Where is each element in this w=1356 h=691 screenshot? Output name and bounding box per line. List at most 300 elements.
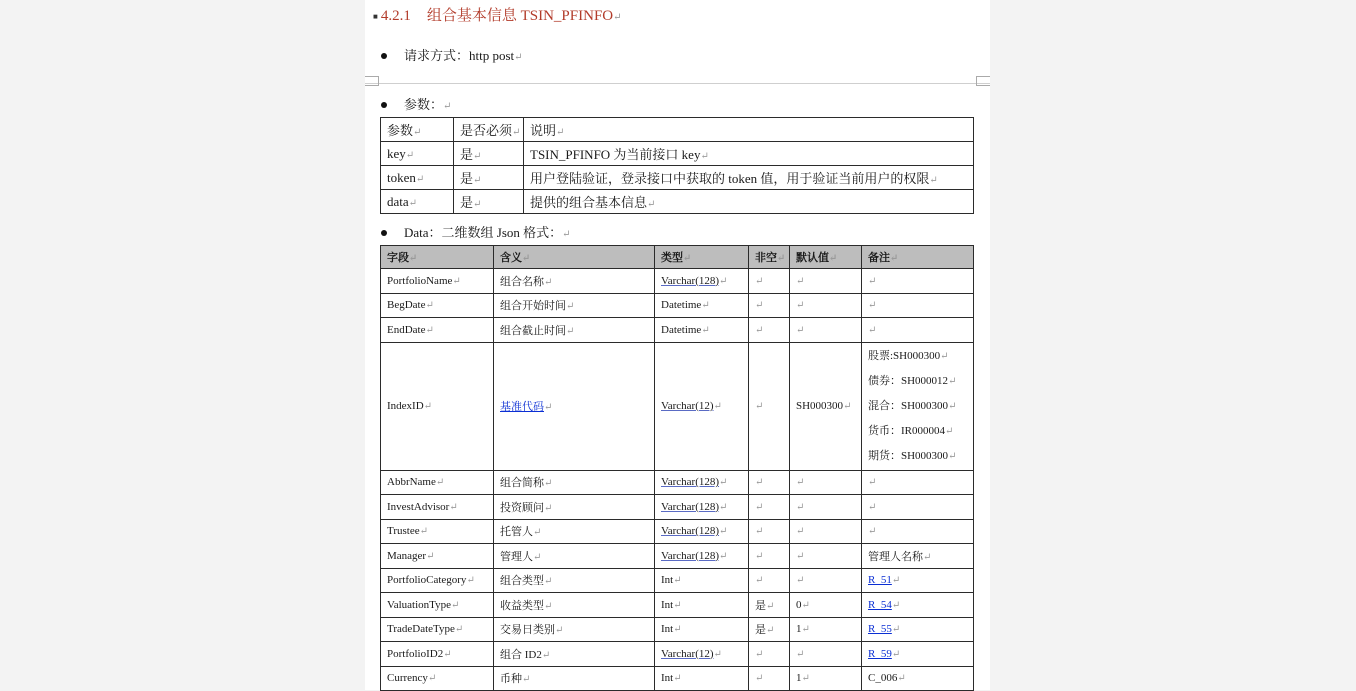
field-meaning [494,617,655,642]
field-name [381,519,494,544]
field-remark-text: C_006 [868,672,898,685]
field-meaning-text: 交易日类别 [500,624,555,637]
remark-line [868,344,973,369]
paragraph-mark-icon: ↵ [466,575,475,587]
paragraph-mark-icon: ↵ [522,253,531,264]
param-name-text: 参数 [387,123,414,138]
field-name [381,495,494,520]
paragraph-mark-icon: ↵ [683,253,692,264]
field-default-text: 0 [796,598,802,611]
param-required [454,166,524,190]
param-desc-text: TSIN_PFINFO 为当前接口 key [530,147,701,162]
column-header-text: 备注 [868,252,890,264]
field-name-text: BegDate [387,299,426,312]
paragraph-mark-icon: ↵ [719,501,728,513]
remark-line-text: 债券：SH000012 [868,374,949,387]
table-row [381,544,974,569]
paragraph-mark-icon: ↵ [544,600,553,612]
paragraph-mark-icon: ↵ [755,575,764,587]
paragraph-mark-icon: ↵ [713,401,722,412]
field-remark [862,470,974,495]
paragraph-mark-icon: ↵ [766,600,775,612]
field-nonnull [749,544,790,569]
field-type [655,642,749,667]
paragraph-mark-icon: ↵ [473,175,482,186]
field-meaning-text: 组合开始时间 [500,300,566,313]
field-default [790,318,862,343]
field-meaning-text: 组合名称 [500,275,544,288]
paragraph-mark-icon: ↵ [426,550,435,562]
field-default [790,495,862,520]
paragraph-mark-icon: ↵ [719,550,728,562]
page-break-left-corner [365,76,379,86]
remark-line [868,419,973,444]
field-name-text: EndDate [387,323,426,336]
table-row [381,293,974,318]
table-row [381,342,974,470]
field-type [655,342,749,470]
paragraph-mark-icon: ↵ [701,324,710,336]
table-row [381,269,974,294]
paragraph-mark-icon: ↵ [566,325,575,337]
paragraph-mark-icon: ↵ [801,673,810,685]
field-type [655,293,749,318]
paragraph-mark-icon: ↵ [755,526,764,538]
table-row [381,470,974,495]
field-default [790,544,862,569]
param-desc [524,118,974,142]
field-remark [862,544,974,569]
field-name [381,470,494,495]
field-default [790,470,862,495]
field-default [790,269,862,294]
column-header-text: 默认值 [796,252,829,264]
column-header [655,246,749,269]
paragraph-mark-icon: ↵ [868,477,877,489]
field-name-text: PortfolioCategory [387,574,467,587]
fields-table [380,245,974,691]
field-type [655,593,749,618]
paragraph-mark-icon: ↵ [673,624,682,636]
paragraph-mark-icon: ↵ [443,101,452,112]
field-meaning-text: 组合 ID2 [500,648,542,661]
paragraph-mark-icon: ↵ [755,550,764,562]
field-nonnull [749,568,790,593]
param-required [454,118,524,142]
field-type-text: Int [661,623,674,636]
field-name-text: Trustee [387,525,420,538]
paragraph-mark-icon: ↵ [891,648,901,660]
data-format-label: Data：二维数组 Json 格式： [404,225,563,240]
field-name-text: PortfolioName [387,274,453,287]
paragraph-mark-icon: ↵ [755,324,764,336]
field-type-text: Varchar(128) [661,549,720,562]
paragraph-mark-icon: ↵ [890,253,899,264]
paragraph-mark-icon: ↵ [755,648,764,660]
paragraph-mark-icon: ↵ [514,52,523,63]
document-page [365,0,990,690]
paragraph-mark-icon: ↵ [891,575,901,587]
column-header [749,246,790,269]
paragraph-mark-icon: ↵ [673,673,682,685]
field-remark-text: 管理人名称 [868,550,923,563]
section-number: 4.2.1 [380,8,411,24]
field-name [381,342,494,470]
field-meaning [494,568,655,593]
table-row [381,568,974,593]
field-type-text: Int [661,672,674,685]
field-name [381,593,494,618]
request-method-label: 请求方式： [404,48,470,63]
paragraph-mark-icon: ↵ [473,151,482,162]
field-default-text: 1 [796,672,802,685]
params-header-row [381,118,974,142]
field-meaning [494,544,655,569]
params-row [381,142,974,166]
field-name-text: InvestAdvisor [387,500,450,513]
param-required [454,142,524,166]
paragraph-mark-icon: ↵ [777,253,786,264]
param-required-text: 是 [460,147,474,162]
remark-line-text: 股票:SH000300 [868,349,941,362]
paragraph-mark-icon: ↵ [755,673,764,685]
paragraph-mark-icon: ↵ [408,197,418,209]
paragraph-mark-icon: ↵ [766,625,775,637]
column-header-text: 类型 [661,252,683,264]
paragraph-mark-icon: ↵ [673,599,682,611]
param-name [381,166,454,190]
param-desc [524,142,974,166]
paragraph-mark-icon: ↵ [868,526,877,538]
paragraph-mark-icon: ↵ [755,401,764,412]
field-default-text: SH000300 [796,400,844,412]
field-meaning [494,519,655,544]
field-default [790,293,862,318]
column-header [381,246,494,269]
paragraph-mark-icon: ↵ [897,673,906,685]
field-meaning [494,293,655,318]
field-name [381,269,494,294]
paragraph-mark-icon: ↵ [473,199,482,210]
field-name-text: AbbrName [387,476,436,489]
column-header-text: 字段 [387,252,409,264]
paragraph-mark-icon: ↵ [796,275,805,287]
paragraph-mark-icon: ↵ [454,624,464,636]
field-default-text: 1 [796,623,802,636]
field-meaning-text: 币种 [500,673,522,686]
param-name [381,118,454,142]
field-type-text: Varchar(12) [661,400,714,412]
paragraph-mark-icon: ↵ [541,649,551,661]
paragraph-mark-icon: ↵ [544,576,553,588]
field-nonnull [749,342,790,470]
table-row [381,318,974,343]
field-type-text: Datetime [661,299,702,312]
field-type-text: Varchar(128) [661,476,720,489]
field-meaning [494,342,655,470]
param-name-text: key [387,145,406,161]
paragraph-mark-icon: ↵ [713,648,722,660]
paragraph-mark-icon: ↵ [948,375,957,387]
field-default [790,617,862,642]
field-nonnull [749,617,790,642]
params-label: 参数： [404,97,444,112]
paragraph-mark-icon: ↵ [796,550,805,562]
field-type [655,269,749,294]
table-row [381,642,974,667]
paragraph-mark-icon: ↵ [945,425,954,437]
field-name-text: IndexID [387,400,424,412]
field-meaning [494,495,655,520]
table-row [381,617,974,642]
paragraph-mark-icon: ↵ [427,673,437,685]
paragraph-mark-icon: ↵ [562,229,571,240]
paragraph-mark-icon: ↵ [425,324,434,336]
page-break-line [365,83,990,84]
field-nonnull-text: 是 [755,624,766,637]
field-meaning [494,666,655,691]
column-header [790,246,862,269]
paragraph-mark-icon: ↵ [405,149,415,161]
paragraph-mark-icon: ↵ [451,599,460,611]
paragraph-mark-icon: ↵ [719,477,728,489]
field-default [790,642,862,667]
table-row [381,666,974,691]
field-remark-text[interactable]: R_55 [868,623,892,636]
paragraph-mark-icon: ↵ [700,151,709,162]
field-nonnull [749,495,790,520]
paragraph-mark-icon: ↵ [796,575,805,587]
field-name-text: PortfolioID2 [387,647,444,660]
paragraph-mark-icon: ↵ [891,599,901,611]
param-desc-text: 说明 [530,123,557,138]
field-meaning-text[interactable]: 基准代码 [500,401,544,413]
field-name [381,293,494,318]
paragraph-mark-icon: ↵ [755,501,764,513]
paragraph-mark-icon: ↵ [868,324,877,336]
paragraph-mark-icon: ↵ [719,275,728,287]
field-type-text: Varchar(128) [661,274,720,287]
paragraph-mark-icon: ↵ [755,300,764,312]
paragraph-mark-icon: ↵ [796,324,805,336]
paragraph-mark-icon: ↵ [868,501,877,513]
paragraph-mark-icon: ↵ [452,275,461,287]
field-meaning [494,269,655,294]
table-row [381,495,974,520]
column-header-text: 非空 [755,252,777,264]
params-table [380,117,974,214]
remark-line [868,444,973,469]
remark-line-text: 混合：SH000300 [868,399,949,412]
field-meaning-text: 投资顾问 [500,501,544,514]
paragraph-mark-icon: ↵ [419,526,428,538]
field-meaning [494,593,655,618]
field-nonnull [749,293,790,318]
paragraph-mark-icon: ↵ [613,12,622,23]
param-required [454,190,524,214]
paragraph-mark-icon: ↵ [891,624,901,636]
param-required-text: 是否必须 [460,123,513,138]
paragraph-mark-icon: ↵ [796,648,805,660]
param-desc [524,166,974,190]
paragraph-mark-icon: ↵ [533,527,542,539]
field-nonnull [749,470,790,495]
paragraph-mark-icon: ↵ [435,477,445,489]
field-remark-text[interactable]: R_54 [868,598,892,611]
field-type-text: Varchar(128) [661,500,720,513]
bullet-dot-icon [381,230,387,236]
field-remark [862,342,974,470]
paragraph-mark-icon: ↵ [948,400,957,412]
param-required-text: 是 [460,195,474,210]
remark-line [868,369,973,394]
field-meaning [494,318,655,343]
paragraph-mark-icon: ↵ [415,173,425,185]
paragraph-mark-icon: ↵ [948,450,957,462]
column-header [862,246,974,269]
field-type [655,495,749,520]
field-remark [862,617,974,642]
paragraph-mark-icon: ↵ [566,301,575,313]
field-nonnull [749,519,790,544]
field-remark-text[interactable]: R_51 [868,574,892,587]
field-remark [862,269,974,294]
param-desc-text: 提供的组合基本信息 [530,195,648,210]
section-title: 组合基本信息 TSIN_PFINFO [426,8,614,24]
field-meaning-text: 管理人 [500,550,533,563]
field-nonnull-text: 是 [755,599,766,612]
paragraph-mark-icon: ↵ [796,501,805,513]
remark-line [868,394,973,419]
paragraph-mark-icon: ↵ [868,275,877,287]
field-default [790,519,862,544]
field-nonnull [749,318,790,343]
field-type-text: Int [661,574,674,587]
column-header [494,246,655,269]
field-nonnull [749,269,790,294]
field-remark [862,593,974,618]
request-method-line [381,45,523,64]
field-meaning [494,642,655,667]
paragraph-mark-icon: ↵ [409,253,418,264]
field-remark [862,318,974,343]
paragraph-mark-icon: ↵ [701,300,710,312]
fields-header-row [381,246,974,269]
paragraph-mark-icon: ↵ [443,648,452,660]
field-name [381,544,494,569]
field-nonnull [749,666,790,691]
field-name-text: ValuationType [387,598,451,611]
field-type-text: Int [661,598,674,611]
paragraph-mark-icon: ↵ [425,300,434,312]
paragraph-mark-icon: ↵ [423,401,433,412]
remark-line-text: 期货：SH000300 [868,449,949,462]
field-name-text: Currency [387,672,428,685]
paragraph-mark-icon: ↵ [796,300,805,312]
paragraph-mark-icon: ↵ [544,276,553,288]
param-name [381,190,454,214]
paragraph-mark-icon: ↵ [929,175,938,186]
field-name [381,318,494,343]
field-default [790,666,862,691]
table-row [381,519,974,544]
paragraph-mark-icon: ↵ [829,253,838,264]
field-remark [862,666,974,691]
params-line [381,94,451,113]
field-name [381,666,494,691]
section-heading [373,4,622,25]
table-row [381,593,974,618]
paragraph-mark-icon: ↵ [544,402,553,413]
field-meaning-text: 组合类型 [500,575,544,588]
paragraph-mark-icon: ↵ [801,599,810,611]
paragraph-mark-icon: ↵ [796,526,805,538]
paragraph-mark-icon: ↵ [544,502,553,514]
param-name-text: token [387,169,416,185]
column-header-text: 含义 [500,252,522,264]
bullet-dot-icon [381,53,387,59]
page-break-right-corner [976,76,990,86]
param-required-text: 是 [460,171,474,186]
paragraph-mark-icon: ↵ [719,526,728,538]
field-type [655,470,749,495]
paragraph-mark-icon: ↵ [755,275,764,287]
field-type [655,544,749,569]
paragraph-mark-icon: ↵ [647,199,656,210]
field-remark [862,293,974,318]
param-desc [524,190,974,214]
field-nonnull [749,642,790,667]
field-default [790,342,862,470]
field-remark [862,495,974,520]
params-row [381,166,974,190]
param-desc-text: 用户登陆验证，登录接口中获取的 token 值，用于验证当前用户的权限 [530,171,930,186]
paragraph-mark-icon: ↵ [755,477,764,489]
field-type-text: Datetime [661,323,702,336]
field-default [790,593,862,618]
paragraph-mark-icon: ↵ [923,551,932,563]
paragraph-mark-icon: ↵ [413,127,422,138]
field-type [655,666,749,691]
field-name [381,642,494,667]
field-remark-text[interactable]: R_59 [868,647,892,660]
field-type [655,519,749,544]
field-meaning-text: 组合简称 [500,477,544,490]
paragraph-mark-icon: ↵ [940,350,949,362]
request-method-value: http post [469,48,515,63]
paragraph-mark-icon: ↵ [449,501,458,513]
field-meaning-text: 托管人 [500,526,533,539]
field-meaning-text: 收益类型 [500,599,544,612]
paragraph-mark-icon: ↵ [556,127,565,138]
field-type-text: Varchar(128) [661,525,720,538]
param-name-text: data [387,193,409,209]
field-default [790,568,862,593]
paragraph-mark-icon: ↵ [796,477,805,489]
paragraph-mark-icon: ↵ [544,478,553,490]
field-remark [862,642,974,667]
data-format-line [381,222,571,241]
field-name [381,568,494,593]
field-type [655,568,749,593]
field-remark [862,568,974,593]
field-nonnull [749,593,790,618]
params-row [381,190,974,214]
paragraph-mark-icon: ↵ [555,625,564,637]
field-type [655,318,749,343]
field-type [655,617,749,642]
field-meaning-text: 组合截止时间 [500,324,566,337]
